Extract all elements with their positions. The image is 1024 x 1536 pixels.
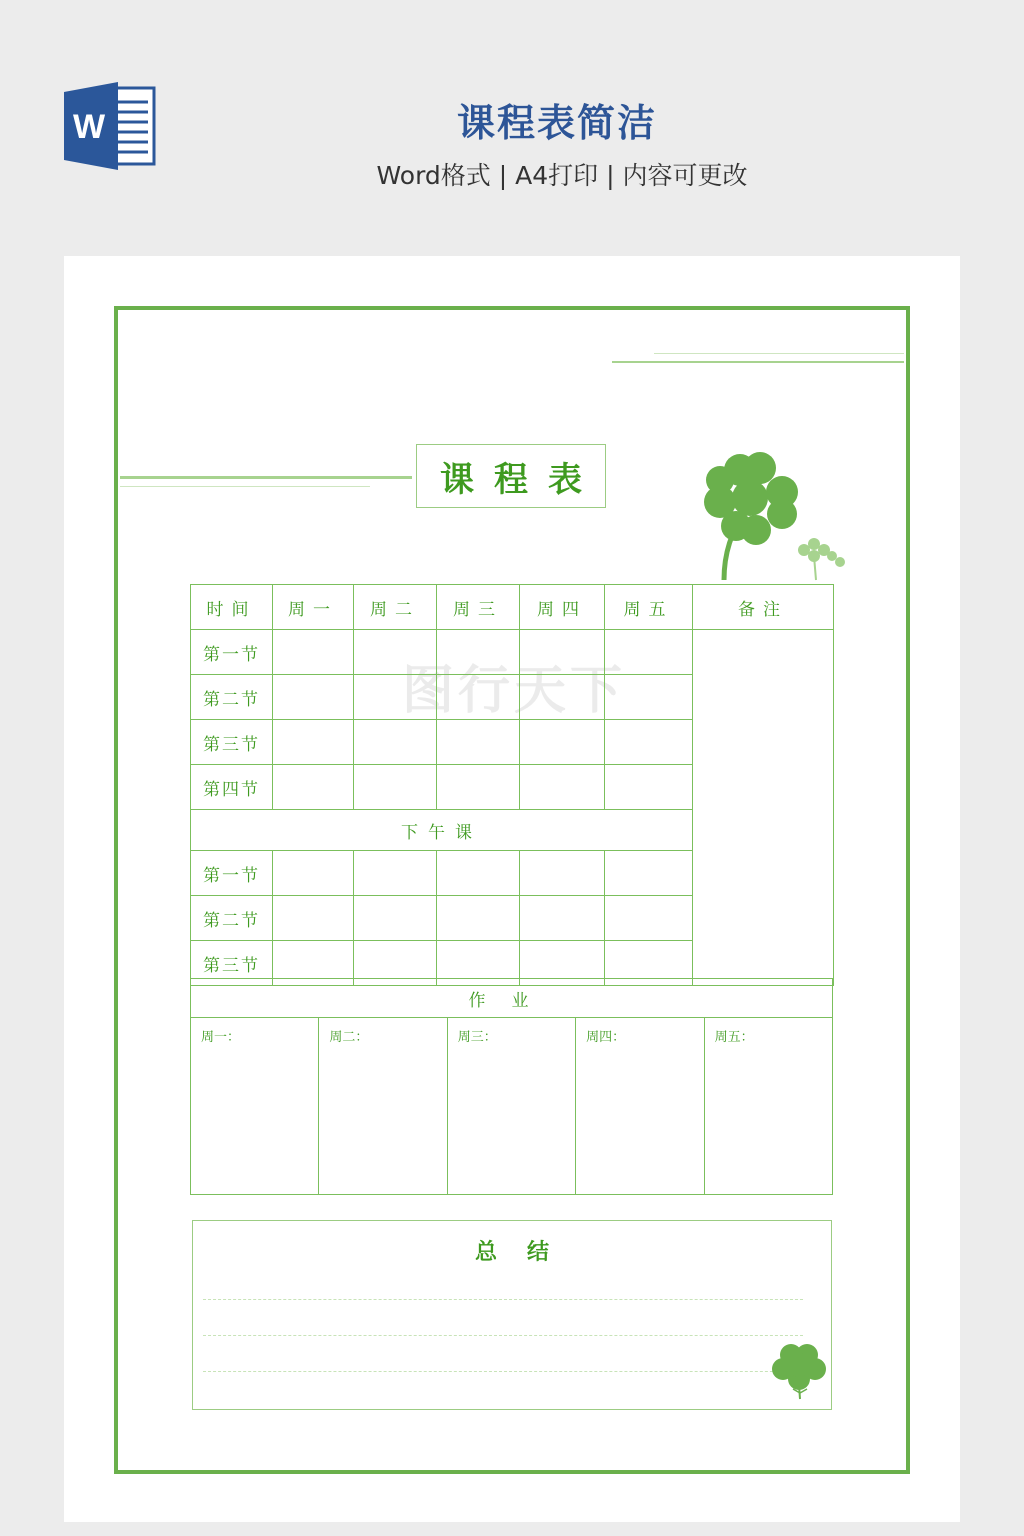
decorative-line [654,353,904,354]
writing-line [203,1371,803,1372]
notes-cell[interactable] [693,630,834,986]
class-cell[interactable] [437,630,520,675]
class-cell[interactable] [437,851,520,896]
header-time: 时间 [191,585,273,630]
homework-table [190,978,833,1195]
decorative-line [612,361,904,363]
period-label: 第二节 [191,675,273,720]
header-wednesday: 周三 [437,585,520,630]
decorative-line [120,486,370,487]
schedule-title-banner: 课程表 [416,444,606,508]
class-cell[interactable] [437,896,520,941]
class-cell[interactable] [273,896,354,941]
class-cell[interactable] [520,851,605,896]
class-cell[interactable] [605,765,693,810]
class-cell[interactable] [354,720,437,765]
class-cell[interactable] [605,896,693,941]
class-cell[interactable] [520,675,605,720]
period-label: 第四节 [191,765,273,810]
class-cell[interactable] [520,765,605,810]
class-cell[interactable] [273,851,354,896]
word-icon-letter: W [72,108,106,146]
homework-tuesday[interactable]: 周二： [319,1018,447,1195]
writing-line [203,1299,803,1300]
homework-title: 作业 [191,979,833,1018]
class-cell[interactable] [520,720,605,765]
four-leaf-clover-icon [704,452,854,582]
class-cell[interactable] [354,765,437,810]
period-label: 第二节 [191,896,273,941]
watermark: 图行天下 [401,661,626,721]
header-notes: 备注 [693,585,834,630]
schedule-table [190,584,834,986]
class-cell[interactable] [273,630,354,675]
class-cell[interactable] [605,851,693,896]
afternoon-label: 下午课 [191,810,693,851]
period-label: 第三节 [191,720,273,765]
homework-wednesday[interactable]: 周三： [447,1018,575,1195]
summary-title: 总结 [474,1239,579,1265]
class-cell[interactable] [605,630,693,675]
document-title: 课程表简洁 [456,101,657,145]
word-document-icon [64,80,158,172]
class-cell[interactable] [354,851,437,896]
class-cell[interactable] [520,630,605,675]
homework-thursday[interactable]: 周四： [576,1018,704,1195]
period-label: 第一节 [191,851,273,896]
class-cell[interactable] [273,765,354,810]
header-tuesday: 周二 [354,585,437,630]
summary-box[interactable] [192,1220,832,1410]
class-cell[interactable] [273,720,354,765]
class-cell[interactable] [437,720,520,765]
header-monday: 周一 [273,585,354,630]
period-label: 第一节 [191,630,273,675]
header-thursday: 周四 [520,585,605,630]
writing-line [203,1335,803,1336]
homework-monday[interactable]: 周一： [191,1018,319,1195]
class-cell[interactable] [605,720,693,765]
clover-icon [771,1341,827,1401]
decorative-line [120,476,412,479]
class-cell[interactable] [354,630,437,675]
class-cell[interactable] [354,896,437,941]
class-cell[interactable] [437,765,520,810]
homework-friday[interactable]: 周五： [704,1018,832,1195]
homework-row [191,1018,833,1195]
table-row [191,630,834,675]
document-page [64,256,960,1522]
period-label: 第三节 [191,941,273,986]
document-subtitle: Word格式 | A4打印 | 内容可更改 [376,161,748,190]
class-cell[interactable] [520,896,605,941]
schedule-header-row [191,585,834,630]
class-cell[interactable] [437,675,520,720]
class-cell[interactable] [273,675,354,720]
class-cell[interactable] [354,675,437,720]
class-cell[interactable] [605,675,693,720]
header [0,0,1024,250]
homework-title-row [191,979,833,1018]
header-friday: 周五 [605,585,693,630]
